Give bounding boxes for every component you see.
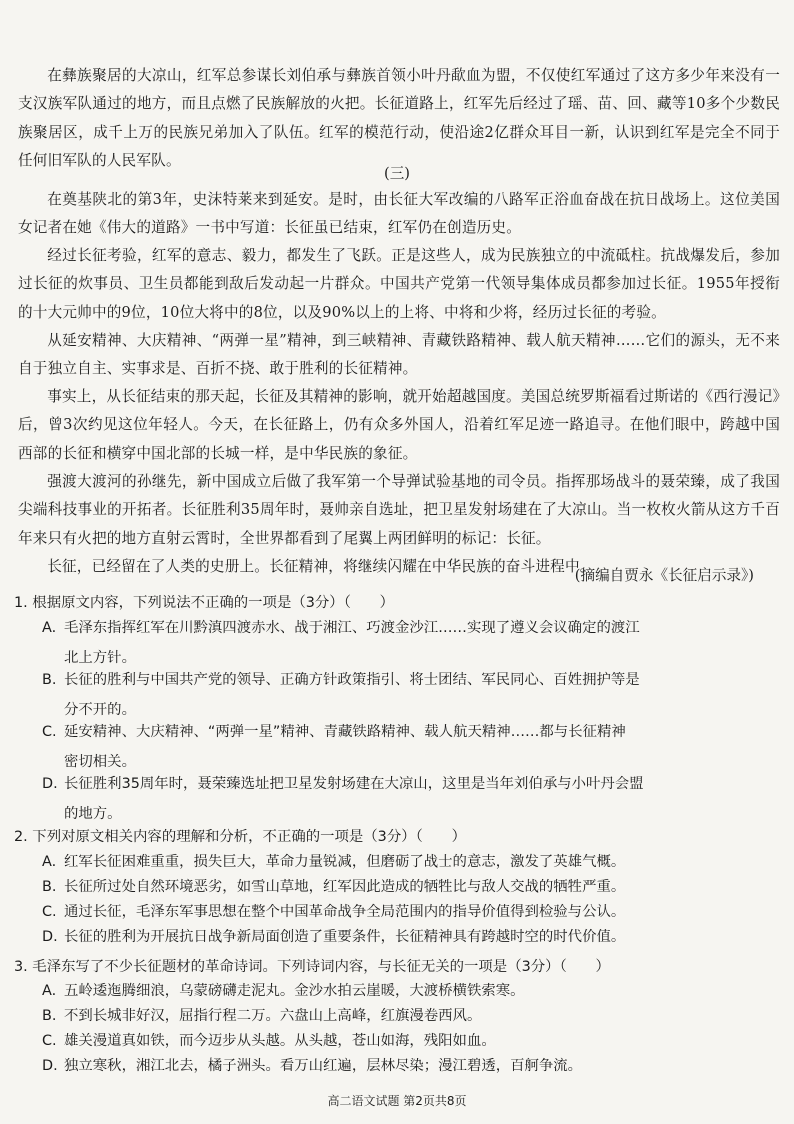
option-letter: C. <box>42 1033 57 1049</box>
option-letter: A. <box>42 983 57 999</box>
option-letter: B. <box>42 879 57 895</box>
option-text-continued: 的地方。 <box>64 805 122 822</box>
option-text: 延安精神、大庆精神、“两弹一星”精神、青藏铁路精神、载人航天精神……都与长征精神 <box>64 724 626 740</box>
option-text-continued: 密切相关。 <box>64 753 136 770</box>
option-text-continued: 北上方针。 <box>64 649 136 666</box>
question-1-option-a <box>42 614 782 673</box>
option-text: 独立寒秋，湘江北去，橘子洲头。看万山红遍，层林尽染；漫江碧透，百舸争流。 <box>64 1058 583 1074</box>
section-heading: (三) <box>384 165 410 182</box>
option-text: 红军长征困难重重，损失巨大，革命力量锐减，但磨砺了战士的意志，激发了英雄气概。 <box>64 854 626 870</box>
option-letter: B. <box>42 1008 57 1024</box>
option-text: 雄关漫道真如铁，而今迈步从头越。从头越，苍山如海，残阳如血。 <box>64 1033 496 1049</box>
passage-paragraph: 强渡大渡河的孙继先，新中国成立后做了我军第一个导弹试验基地的司令员。指挥那场战斗的聂荣臻，成了我国尖端科技事业的开拓者。长征胜利35周年时，聂帅亲自选址，把卫星发射场建在了大凉山。当一枚枚火箭从这方千百年来只有火把的地方直射云霄时，全世界都看到了尾翼上两团鲜明的标记：长征。 <box>18 473 780 547</box>
passage-paragraph: 从延安精神、大庆精神、“两弹一星”精神，到三峡精神、青藏铁路精神、载人航天精神……它们的源头，无不来自于独立自主、实事求是、百折不挠、敢于胜利的长征精神。 <box>18 332 780 378</box>
page-footer: 高二语文试题 第2页共8页 <box>327 1094 467 1108</box>
question-1-stem: 1. 根据原文内容，下列说法不正确的一项是（3分）（ ） <box>14 595 395 611</box>
option-letter: A. <box>42 854 57 870</box>
option-letter: D. <box>42 929 58 945</box>
option-letter: D. <box>42 776 58 792</box>
question-1-option-b <box>42 666 782 725</box>
passage-paragraph: 在奠基陕北的第3年，史沫特莱来到延安。是时，由长征大军改编的八路军正浴血奋战在抗日战场上。这位美国女记者在她《伟大的道路》一书中写道：长征虽已结束，红军仍在创造历史。 <box>18 191 780 237</box>
option-text: 不到长城非好汉，屈指行程二万。六盘山上高峰，红旗漫卷西风。 <box>64 1008 482 1024</box>
option-letter: A. <box>42 620 57 636</box>
option-text: 长征的胜利为开展抗日战争新局面创造了重要条件，长征精神具有跨越时空的时代价值。 <box>64 929 626 945</box>
passage-source: (摘编自贾永《长征启示录》) <box>574 567 754 584</box>
option-letter: B. <box>42 672 57 688</box>
option-letter: C. <box>42 904 57 920</box>
passage-paragraph: 经过长征考验，红军的意志、毅力，都发生了飞跃。正是这些人，成为民族独立的中流砥柱。抗战爆发后，参加过长征的炊事员、卫生员都能到敌后发动起一片群众。中国共产党第一代领导集体成员都参加过长征。1955年授衔的十大元帅中的9位，10位大将中的8位，以及90%以上的上将、中将和少将，经历过长征的考验。 <box>18 247 780 321</box>
option-text: 长征的胜利与中国共产党的领导、正确方针政策指引、将士团结、军民同心、百姓拥护等是 <box>64 672 640 688</box>
question-2-option-d <box>42 923 782 953</box>
option-text: 毛泽东指挥红军在川黔滇四渡赤水、战于湘江、巧渡金沙江……实现了遵义会议确定的渡江 <box>64 620 640 636</box>
option-text-continued: 分不开的。 <box>64 701 136 718</box>
passage-paragraph: 长征，已经留在了人类的史册上。长征精神，将继续闪耀在中华民族的奋斗进程中。 <box>47 558 595 575</box>
option-text: 长征胜利35周年时，聂荣臻选址把卫星发射场建在大凉山，这里是当年刘伯承与小叶丹会盟 <box>64 776 644 792</box>
passage-paragraph: 在彝族聚居的大凉山，红军总参谋长刘伯承与彝族首领小叶丹歃血为盟，不仅使红军通过了这方多少年来没有一支汉族军队通过的地方，而且点燃了民族解放的火把。长征道路上，红军先后经过了瑶、苗、回、藏等10多个少数民族聚居区，成千上万的民族兄弟加入了队伍。红军的模范行动，使沿途2亿群众耳目一新，认识到红军是完全不同于任何旧军队的人民军队。 <box>18 67 780 169</box>
question-3-option-d <box>42 1052 782 1082</box>
question-1-option-d <box>42 770 782 829</box>
option-letter: D. <box>42 1058 58 1074</box>
question-2-stem: 2. 下列对原文相关内容的理解和分析，不正确的一项是（3分）（ ） <box>14 829 466 845</box>
option-text: 通过长征，毛泽东军事思想在整个中国革命战争全局范围内的指导价值得到检验与公认。 <box>64 904 626 920</box>
option-text: 五岭逶迤腾细浪，乌蒙磅礴走泥丸。金沙水拍云崖暖，大渡桥横铁索寒。 <box>64 983 525 999</box>
option-letter: C. <box>42 724 57 740</box>
question-3-stem: 3. 毛泽东写了不少长征题材的革命诗词。下列诗词内容，与长征无关的一项是（3分）（ ） <box>14 959 610 975</box>
option-text: 长征所过处自然环境恶劣，如雪山草地，红军因此造成的牺牲比与敌人交战的牺牲严重。 <box>64 879 626 895</box>
question-1-option-c <box>42 718 782 777</box>
passage-paragraph: 事实上，从长征结束的那天起，长征及其精神的影响，就开始超越国度。美国总统罗斯福看过斯诺的《西行漫记》后，曾3次约见这位年轻人。今天，在长征路上，仍有众多外国人，沿着红军足迹一路追寻。在他们眼中，跨越中国西部的长征和横穿中国北部的长城一样，是中华民族的象征。 <box>18 388 780 462</box>
